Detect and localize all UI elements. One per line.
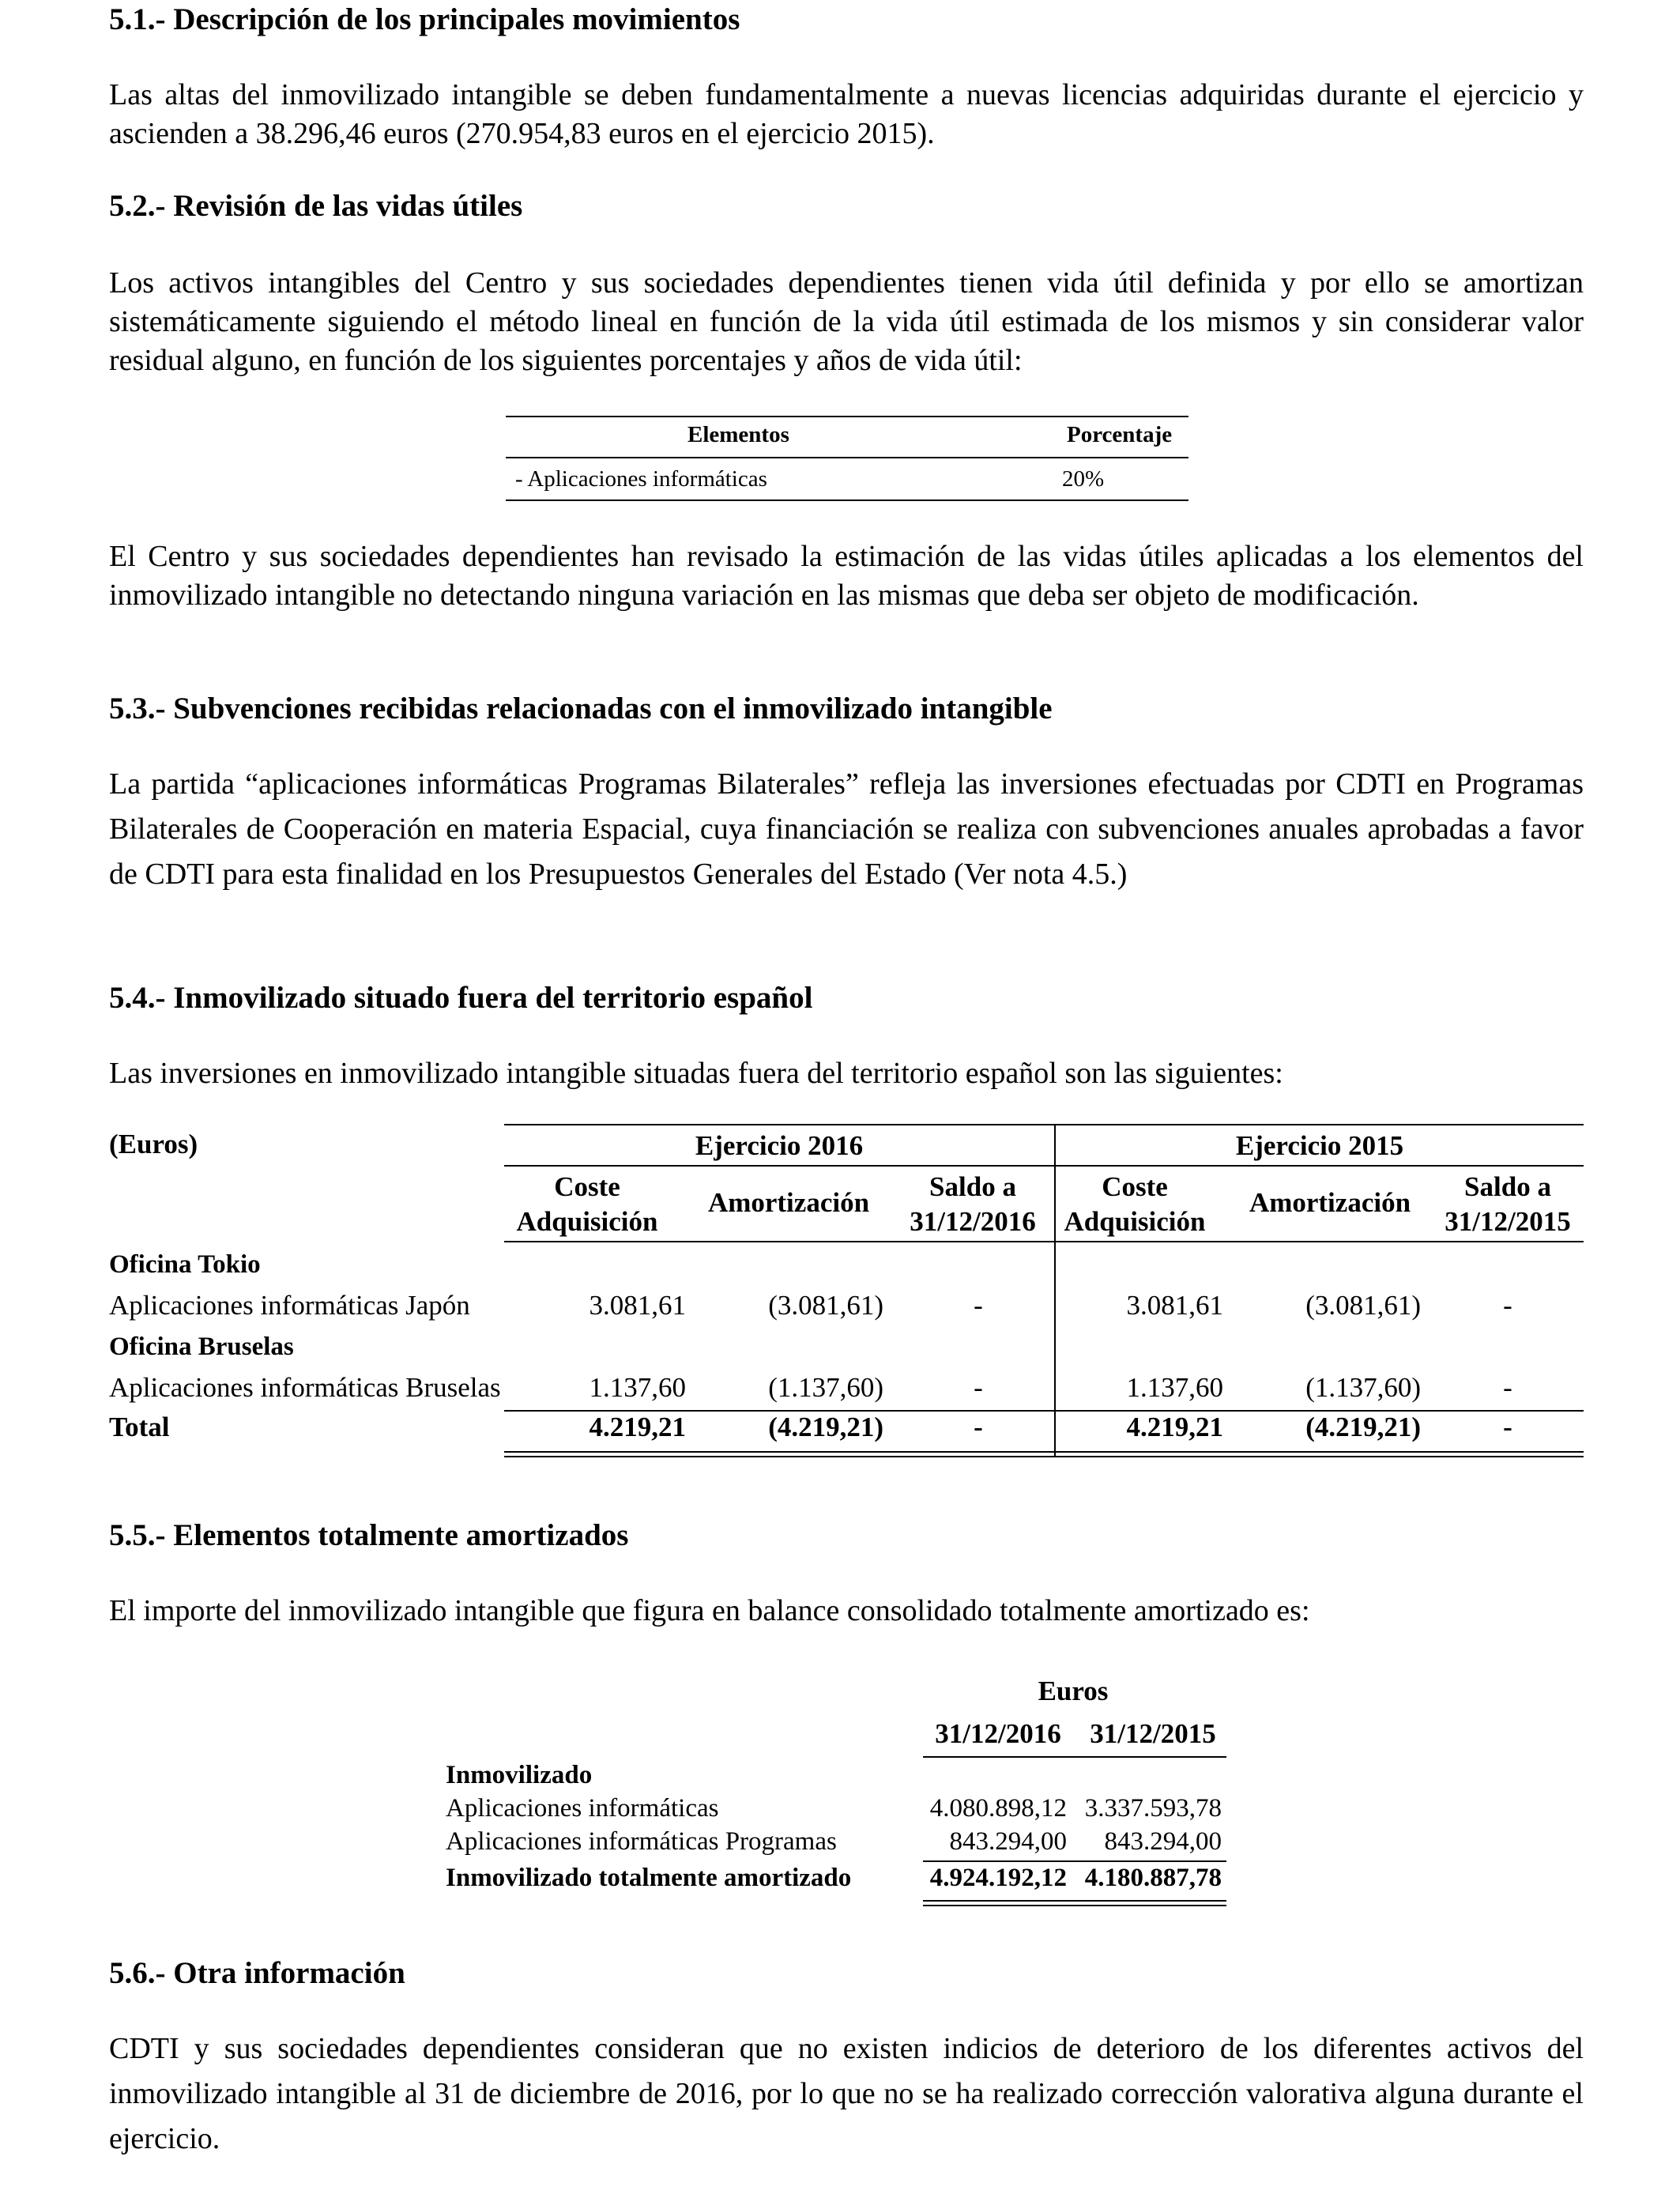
- header-coste-2016: [504, 1170, 670, 1239]
- section-5-4-heading: 5.4.- Inmovilizado situado fuera del territorio español: [109, 981, 813, 1015]
- row-total-label: Total: [109, 1412, 170, 1442]
- section-5-1-text: Las altas del inmovilizado intangible se deben fundamentalmente a nuevas licencias adquiridas durante el ejercicio y ascienden a 38.296,46 euros (270.954,83 euros en el ejercicio 2015).: [109, 78, 1584, 150]
- section-5-2-text2: El Centro y sus sociedades dependientes han revisado la estimación de las vidas útiles aplicadas a los elementos del inmovilizado intangible no detectando ninguna variación en las mismas que deba ser objeto de modificación.: [109, 540, 1584, 612]
- row-total-s15: -: [1503, 1412, 1512, 1442]
- row-japon-a16: (3.081,61): [768, 1290, 883, 1321]
- useful-life-row-value: 20%: [1062, 466, 1105, 492]
- header-saldo-2015-line1: Saldo a: [1464, 1171, 1551, 1202]
- section-5-5-text: El importe del inmovilizado intangible que figura en balance consolidado totalmente amortizado es:: [109, 1594, 1310, 1627]
- amortized-row-1-v15: 3.337.593,78: [1084, 1794, 1222, 1823]
- section-5-3-text: La partida “aplicaciones informáticas Programas Bilaterales” refleja las inversiones efectuadas por CDTI en Programas Bilaterales de Cooperación en materia Espacial, cuya financiación se realiza con subvenciones anuales aprobadas a favor de CDTI para esta finalidad en los Presupuestos Generales del Estado (Ver nota 4.5.): [109, 767, 1584, 891]
- row-japon-s15: -: [1503, 1290, 1512, 1321]
- section-5-6-text: CDTI y sus sociedades dependientes consideran que no existen indicios de deterioro de los diferentes activos del inmovilizado intangible al 31 de diciembre de 2016, por lo que no se ha realizado corrección valorativa alguna durante el ejercicio.: [109, 2032, 1584, 2155]
- amortized-row-1-v16: 4.080.898,12: [929, 1794, 1067, 1823]
- section-5-6-heading: 5.6.- Otra información: [109, 1956, 405, 1990]
- row-bruselas-s16: -: [974, 1372, 983, 1403]
- row-bruselas-label: Aplicaciones informáticas Bruselas: [109, 1372, 501, 1403]
- section-5-2-heading: 5.2.- Revisión de las vidas útiles: [109, 189, 523, 223]
- header-amortizacion-2015: Amortización: [1249, 1187, 1411, 1218]
- useful-life-col-elementos: Elementos: [687, 422, 789, 447]
- amortized-col-2016: 31/12/2016: [935, 1718, 1061, 1749]
- amortized-group-label: Inmovilizado: [446, 1761, 593, 1789]
- row-japon-s16: -: [974, 1290, 983, 1321]
- header-amortizacion-2016: Amortización: [707, 1187, 870, 1218]
- header-saldo-2016-line2: 31/12/2016: [910, 1206, 1036, 1237]
- row-bruselas-a16: (1.137,60): [768, 1372, 883, 1403]
- foreign-table-group-2015: Ejercicio 2015: [1235, 1130, 1404, 1161]
- section-5-1-heading: 5.1.- Descripción de los principales movimientos: [109, 2, 740, 36]
- header-coste-2016-line1: Coste: [554, 1171, 620, 1202]
- section-5-5-heading: 5.5.- Elementos totalmente amortizados: [109, 1518, 629, 1552]
- row-japon-label: Aplicaciones informáticas Japón: [109, 1290, 470, 1321]
- header-saldo-2016-line1: Saldo a: [929, 1171, 1016, 1202]
- amortized-col-2015: 31/12/2015: [1090, 1718, 1216, 1749]
- header-coste-2016-line2: Adquisición: [516, 1206, 658, 1237]
- header-saldo-2015-line2: 31/12/2015: [1445, 1206, 1571, 1237]
- section-5-3-heading: 5.3.- Subvenciones recibidas relacionadas con el inmovilizado intangible: [109, 692, 1053, 726]
- header-coste-2015-line1: Coste: [1102, 1171, 1168, 1202]
- section-5-2-text: Los activos intangibles del Centro y sus sociedades dependientes tienen vida útil definida y por ello se amortizan sistemáticamente siguiendo el método lineal en función de la vida útil estimada de los mismos y sin considerar valor residual alguno, en función de los siguientes porcentajes y años de vida útil:: [109, 266, 1584, 377]
- amortized-row-2-v16: 843.294,00: [949, 1827, 1067, 1856]
- useful-life-row-label: - Aplicaciones informáticas: [515, 466, 767, 492]
- amortized-row-2-label: Aplicaciones informáticas Programas: [446, 1827, 837, 1856]
- amortized-unit: Euros: [1038, 1676, 1109, 1706]
- row-bruselas-c16: 1.137,60: [589, 1372, 686, 1403]
- row-bruselas-a15: (1.137,60): [1305, 1372, 1421, 1403]
- amortized-row-2-v15: 843.294,00: [1104, 1827, 1222, 1856]
- row-total-s16: -: [974, 1412, 983, 1442]
- header-coste-2015-line2: Adquisición: [1064, 1206, 1206, 1237]
- office-tokio-label: Oficina Tokio: [109, 1250, 261, 1279]
- row-bruselas-c15: 1.137,60: [1126, 1372, 1223, 1403]
- row-japon-c15: 3.081,61: [1126, 1290, 1223, 1321]
- foreign-table-group-2016: Ejercicio 2016: [695, 1130, 864, 1161]
- amortized-total-label: Inmovilizado totalmente amortizado: [446, 1864, 852, 1892]
- amortized-total-v16: 4.924.192,12: [929, 1864, 1067, 1892]
- office-bruselas-label: Oficina Bruselas: [109, 1333, 294, 1361]
- header-saldo-2015: [1429, 1170, 1587, 1239]
- row-total-a15: (4.219,21): [1305, 1412, 1421, 1442]
- row-bruselas-s15: -: [1503, 1372, 1512, 1403]
- amortized-total-v15: 4.180.887,78: [1084, 1864, 1222, 1892]
- row-japon-c16: 3.081,61: [589, 1290, 686, 1321]
- row-japon-a15: (3.081,61): [1305, 1290, 1421, 1321]
- section-5-4-text: Las inversiones en inmovilizado intangible situadas fuera del territorio español son las siguientes:: [109, 1057, 1283, 1090]
- row-total-a16: (4.219,21): [768, 1412, 883, 1442]
- header-saldo-2016: [890, 1170, 1056, 1239]
- row-total-c16: 4.219,21: [589, 1412, 686, 1442]
- amortized-row-1-label: Aplicaciones informáticas: [446, 1794, 719, 1823]
- row-total-c15: 4.219,21: [1126, 1412, 1223, 1442]
- header-coste-2015: [1056, 1170, 1214, 1239]
- useful-life-col-porcentaje: Porcentaje: [1067, 422, 1173, 447]
- foreign-table-unit: (Euros): [109, 1129, 198, 1159]
